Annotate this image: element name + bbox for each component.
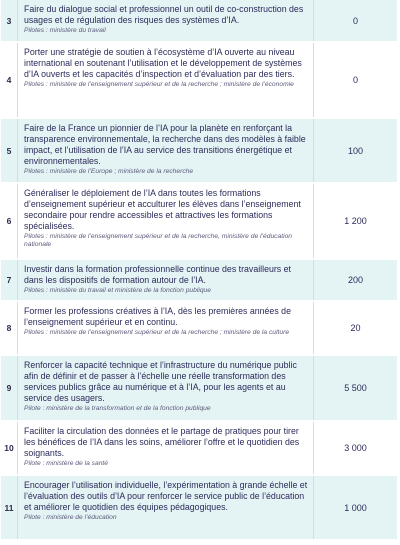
measure-text: Porter une stratégie de soutien à l’écosystème d’IA ouverte au niveau international en soutenant l’utilisation et le développement de systèmes d’IA ouverts et les capacités d’inspection et d’évaluation par des tiers. (24, 47, 302, 79)
table-row (1, 356, 397, 422)
measure-text: Généraliser le déploiement de l’IA dans toutes les formations d’enseignement supérieur et acculturer les élèves dans l’enseignement secondaire pour rendre accessibles et attractives les formations spécialisées. (24, 188, 301, 231)
amount-value: 1 200 (344, 216, 367, 226)
row-description (18, 422, 314, 474)
measures-table (1, 0, 397, 541)
amount-value: 1 000 (344, 502, 367, 513)
row-number: 6 (1, 184, 18, 258)
pilot-text: Pilotes : ministère de l’enseignement supérieur et de la recherche ; ministère de la culture (24, 329, 290, 336)
row-description (18, 119, 314, 182)
measure-text: Faire de la France un pionnier de l’IA pour la planète en renforçant la transparence environnementale, la recherche dans des modèles à faible impact, et l’utilisation de l’IA au service des transitions énergétique et environnementales. (24, 123, 306, 166)
table-row (1, 119, 397, 184)
amount-value: 0 (352, 75, 358, 85)
row-number: 7 (1, 260, 18, 300)
amount-value: 20 (350, 323, 361, 333)
table-row (1, 422, 397, 476)
pilot-text: Pilotes : ministère de l’Europe ; ministère de la recherche (24, 168, 194, 175)
row-description (18, 184, 314, 258)
row-number: 3 (1, 0, 18, 41)
measure-text: Renforcer la capacité technique et l’infrastructure du numérique public afin de définir et de passer à l’échelle une réelle transformation des services publics grâce au numérique et à l’IA, pour les agents et au service des usagers. (24, 360, 297, 403)
measure-text: Encourager l’utilisation individuelle, l’expérimentation à grande échelle et l’évaluation des outils d’IA pour renforcer le service public de l’éducation et améliorer le quotidien des équipes pédagogiques. (24, 480, 308, 512)
measure-text: Investir dans la formation professionnelle continue des travailleurs et dans les dispositifs de formation autour de l’IA. (24, 264, 291, 285)
pilot-text: Pilotes : ministère de l’enseignement supérieur et de la recherche, ministère de l’éducation nationale (24, 233, 293, 249)
table-row (1, 476, 397, 541)
table-row (1, 302, 397, 356)
measure-text: Former les professions créatives à l’IA, dès les premières années de l’enseignement supérieur et en continu. (24, 306, 291, 327)
pilot-text: Pilote : ministère de la santé (24, 460, 109, 467)
row-number: 5 (1, 119, 18, 182)
pilot-text: Pilote : ministère de l’éducation (24, 514, 117, 521)
amount-value: 200 (347, 275, 364, 285)
pilot-text: Pilotes : ministère du travail (24, 27, 106, 34)
row-number: 9 (1, 356, 18, 420)
table-row (1, 184, 397, 260)
pilot-text: Pilotes : ministère de l’enseignement supérieur et de la recherche ; ministère de l’économie (24, 81, 294, 88)
amount-value: 100 (347, 145, 364, 156)
row-description (18, 356, 314, 420)
pilot-text: Pilote : ministère de la transformation et de la fonction publique (24, 405, 211, 412)
row-description (18, 260, 314, 300)
amount-value: 5 500 (344, 383, 367, 393)
row-description (18, 43, 314, 117)
amount-value: 3 000 (344, 443, 367, 453)
row-number: 10 (1, 422, 18, 474)
amount-value: 0 (352, 15, 358, 26)
row-number: 11 (1, 476, 18, 539)
measure-text: Faciliter la circulation des données et le partage de pratiques pour tirer les bénéfices de l’IA dans les soins, améliorer l’offre et le quotidien des soignants. (24, 426, 300, 458)
row-description (18, 0, 314, 41)
table-row (1, 0, 397, 43)
row-description (18, 302, 314, 354)
row-number: 8 (1, 302, 18, 354)
row-number: 4 (1, 43, 18, 117)
pilot-text: Pilotes : ministère du travail et ministère de la fonction publique (24, 287, 211, 294)
row-description (18, 476, 314, 539)
measure-text: Faire du dialogue social et professionnel un outil de co-construction des usages et de régulation des risques des systèmes d’IA. (24, 4, 304, 25)
table-row (1, 43, 397, 119)
table-row (1, 260, 397, 302)
